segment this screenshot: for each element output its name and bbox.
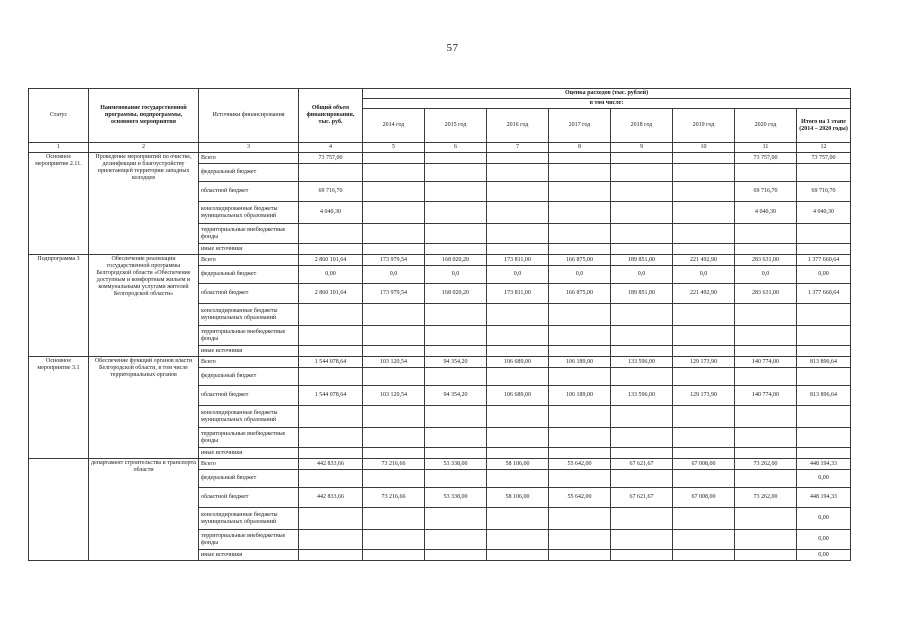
year-value-cell (425, 428, 487, 448)
year-value-cell: 166 875,00 (549, 284, 611, 304)
year-value-cell: 140 774,00 (735, 357, 797, 368)
total-cell: 4 040,30 (299, 202, 363, 224)
year-value-cell: 173 811,00 (487, 255, 549, 266)
year-value-cell (673, 182, 735, 202)
year-value-cell (363, 406, 425, 428)
budget-table (28, 88, 851, 561)
column-number: 11 (735, 143, 797, 153)
year-value-cell: 0,0 (611, 266, 673, 284)
funding-source-cell: областной бюджет (199, 488, 299, 508)
year-value-cell: 94 354,20 (425, 386, 487, 406)
year-value-cell: 0,0 (363, 266, 425, 284)
stage-total-cell (797, 164, 851, 182)
year-value-cell (611, 182, 673, 202)
funding-source-cell: федеральный бюджет (199, 470, 299, 488)
year-value-cell (549, 508, 611, 530)
year-value-cell (363, 202, 425, 224)
year-value-cell (549, 550, 611, 561)
table-row (29, 357, 851, 368)
year-value-cell (487, 406, 549, 428)
year-value-cell (673, 448, 735, 459)
year-value-cell (735, 244, 797, 255)
year-value-cell (425, 448, 487, 459)
year-value-cell: 73 216,66 (363, 459, 425, 470)
year-value-cell (611, 202, 673, 224)
stage-total-cell: 4 040,30 (797, 202, 851, 224)
year-value-cell (673, 244, 735, 255)
year-value-cell (735, 470, 797, 488)
stage-total-cell: 813 896,64 (797, 386, 851, 406)
funding-source-cell: областной бюджет (199, 284, 299, 304)
year-value-cell (735, 368, 797, 386)
total-cell: 73 757,00 (299, 153, 363, 164)
year-value-cell: 4 040,30 (735, 202, 797, 224)
column-number: 7 (487, 143, 549, 153)
stage-total-cell: 0,00 (797, 266, 851, 284)
year-value-cell (425, 368, 487, 386)
total-cell (299, 304, 363, 326)
year-value-cell: 189 851,00 (611, 284, 673, 304)
year-value-cell: 67 621,67 (611, 488, 673, 508)
year-value-cell: 103 120,54 (363, 386, 425, 406)
year-value-cell: 106 689,00 (487, 357, 549, 368)
year-value-cell (549, 368, 611, 386)
header-name: Наименование государственной программы, подпрограммы, основного мероприятия (89, 89, 199, 143)
year-value-cell (549, 202, 611, 224)
year-value-cell (487, 346, 549, 357)
total-cell: 1 544 078,64 (299, 357, 363, 368)
year-value-cell: 129 173,90 (673, 386, 735, 406)
year-value-cell (425, 406, 487, 428)
year-value-cell: 103 120,54 (363, 357, 425, 368)
year-value-cell (735, 406, 797, 428)
year-value-cell: 73 757,00 (735, 153, 797, 164)
year-value-cell (487, 244, 549, 255)
year-value-cell (611, 470, 673, 488)
year-value-cell: 283 631,00 (735, 284, 797, 304)
year-value-cell (425, 508, 487, 530)
year-value-cell: 283 631,00 (735, 255, 797, 266)
year-value-cell: 73 216,66 (363, 488, 425, 508)
total-cell (299, 530, 363, 550)
year-value-cell: 55 642,00 (549, 488, 611, 508)
year-value-cell: 0,0 (549, 266, 611, 284)
funding-source-cell: иные источники (199, 550, 299, 561)
column-number: 12 (797, 143, 851, 153)
year-value-cell (673, 164, 735, 182)
column-number: 2 (89, 143, 199, 153)
stage-total-cell (797, 368, 851, 386)
year-value-cell (673, 326, 735, 346)
stage-total-cell (797, 346, 851, 357)
year-value-cell (549, 224, 611, 244)
year-value-cell (487, 224, 549, 244)
year-value-cell: 0,0 (425, 266, 487, 284)
stage-total-cell: 448 194,33 (797, 459, 851, 470)
header-status: Статус (29, 89, 89, 143)
stage-total-cell: 1 377 660,64 (797, 284, 851, 304)
year-value-cell (735, 224, 797, 244)
year-value-cell (673, 508, 735, 530)
year-value-cell (549, 244, 611, 255)
year-value-cell: 55 642,00 (549, 459, 611, 470)
year-value-cell (611, 448, 673, 459)
year-value-cell (425, 153, 487, 164)
header-year: 2018 год (611, 109, 673, 143)
column-number: 3 (199, 143, 299, 153)
year-value-cell (611, 368, 673, 386)
stage-total-cell (797, 224, 851, 244)
column-number-row (29, 143, 851, 153)
funding-source-cell: консолидированные бюджеты муниципальных образований (199, 304, 299, 326)
stage-total-cell: 0,00 (797, 550, 851, 561)
year-value-cell (425, 164, 487, 182)
year-value-cell: 53 338,00 (425, 459, 487, 470)
year-value-cell (611, 153, 673, 164)
year-value-cell: 189 851,00 (611, 255, 673, 266)
year-value-cell (735, 304, 797, 326)
year-value-cell: 0,0 (487, 266, 549, 284)
year-value-cell (363, 346, 425, 357)
year-value-cell (363, 164, 425, 182)
year-value-cell (363, 326, 425, 346)
funding-source-cell: Всего (199, 153, 299, 164)
year-value-cell (425, 326, 487, 346)
year-value-cell (487, 153, 549, 164)
year-value-cell: 140 774,00 (735, 386, 797, 406)
total-cell: 0,00 (299, 266, 363, 284)
column-number: 8 (549, 143, 611, 153)
year-value-cell (735, 164, 797, 182)
total-cell (299, 428, 363, 448)
status-cell: Основное мероприятие 3.1 (29, 357, 89, 459)
year-value-cell: 94 354,20 (425, 357, 487, 368)
year-value-cell (611, 406, 673, 428)
stage-total-cell: 0,00 (797, 530, 851, 550)
funding-source-cell: федеральный бюджет (199, 368, 299, 386)
total-cell: 1 544 078,64 (299, 386, 363, 406)
column-number: 5 (363, 143, 425, 153)
total-cell (299, 368, 363, 386)
funding-source-cell: областной бюджет (199, 182, 299, 202)
header-total: Общий объем финансирования, тыс. руб. (299, 89, 363, 143)
year-value-cell (673, 428, 735, 448)
funding-source-cell: консолидированные бюджеты муниципальных образований (199, 202, 299, 224)
total-cell (299, 470, 363, 488)
funding-source-cell: федеральный бюджет (199, 266, 299, 284)
stage-total-cell (797, 428, 851, 448)
year-value-cell (673, 470, 735, 488)
year-value-cell: 53 338,00 (425, 488, 487, 508)
year-value-cell (487, 530, 549, 550)
total-cell (299, 224, 363, 244)
year-value-cell: 58 106,00 (487, 459, 549, 470)
year-value-cell: 67 621,67 (611, 459, 673, 470)
header-source: Источники финансирования (199, 89, 299, 143)
year-value-cell (611, 428, 673, 448)
funding-source-cell: территориальные внебюджетные фонды (199, 428, 299, 448)
year-value-cell (487, 326, 549, 346)
year-value-cell (487, 428, 549, 448)
header-estimate: Оценка расходов (тыс. рублей) (363, 89, 851, 99)
year-value-cell (611, 346, 673, 357)
year-value-cell (611, 244, 673, 255)
year-value-cell (363, 244, 425, 255)
year-value-cell (735, 428, 797, 448)
total-cell: 69 716,70 (299, 182, 363, 202)
year-value-cell (487, 182, 549, 202)
year-value-cell (611, 550, 673, 561)
year-value-cell (363, 470, 425, 488)
year-value-cell: 67 008,00 (673, 488, 735, 508)
year-value-cell: 133 596,00 (611, 357, 673, 368)
total-cell (299, 508, 363, 530)
total-cell (299, 164, 363, 182)
year-value-cell (425, 530, 487, 550)
year-value-cell: 106 189,00 (549, 386, 611, 406)
year-value-cell (549, 448, 611, 459)
year-value-cell (487, 470, 549, 488)
year-value-cell (425, 244, 487, 255)
year-value-cell (487, 508, 549, 530)
year-value-cell (611, 326, 673, 346)
year-value-cell (549, 428, 611, 448)
year-value-cell (363, 182, 425, 202)
status-cell: Основное мероприятие 2.11. (29, 153, 89, 255)
column-number: 6 (425, 143, 487, 153)
year-value-cell (673, 550, 735, 561)
stage-total-cell (797, 448, 851, 459)
funding-source-cell: иные источники (199, 448, 299, 459)
year-value-cell: 58 106,00 (487, 488, 549, 508)
total-cell: 442 833,66 (299, 459, 363, 470)
year-value-cell (363, 508, 425, 530)
total-cell: 2 860 101,64 (299, 284, 363, 304)
header-year: 2017 год (549, 109, 611, 143)
year-value-cell (611, 224, 673, 244)
year-value-cell (611, 530, 673, 550)
year-value-cell (363, 304, 425, 326)
table-row (29, 255, 851, 266)
year-value-cell (611, 164, 673, 182)
year-value-cell (549, 304, 611, 326)
year-value-cell (735, 550, 797, 561)
total-cell: 442 833,66 (299, 488, 363, 508)
year-value-cell (425, 304, 487, 326)
table-row (29, 459, 851, 470)
program-name-cell: департамент строительства и транспорта области (89, 459, 199, 561)
stage-total-cell: 0,00 (797, 470, 851, 488)
year-value-cell (673, 304, 735, 326)
year-value-cell: 168 020,20 (425, 255, 487, 266)
year-value-cell (363, 530, 425, 550)
stage-total-cell: 1 377 660,64 (797, 255, 851, 266)
year-value-cell: 106 689,00 (487, 386, 549, 406)
header-year: 2020 год (735, 109, 797, 143)
column-number: 10 (673, 143, 735, 153)
year-value-cell (487, 304, 549, 326)
year-value-cell (611, 304, 673, 326)
total-cell (299, 244, 363, 255)
program-name-cell: Обеспечение реализации государственной программы Белгородской области «Обеспечение доступным и комфортным жильем и коммунальными услугами жителей Белгородской области» (89, 255, 199, 357)
year-value-cell: 0,0 (735, 266, 797, 284)
year-value-cell (425, 470, 487, 488)
year-value-cell: 0,0 (673, 266, 735, 284)
year-value-cell (673, 368, 735, 386)
year-value-cell (549, 182, 611, 202)
year-value-cell (363, 428, 425, 448)
program-name-cell: Проведение мероприятий по очистке, дезинфекции и благоустройству прилегающей территории западных колодцев (89, 153, 199, 255)
stage-total-cell: 448 194,33 (797, 488, 851, 508)
year-value-cell: 221 492,90 (673, 284, 735, 304)
year-value-cell (549, 153, 611, 164)
year-value-cell (735, 346, 797, 357)
year-value-cell (549, 406, 611, 428)
program-name-cell: Обеспечение функций органов власти Белгородской области, в том числе территориальных органов (89, 357, 199, 459)
year-value-cell (425, 224, 487, 244)
year-value-cell: 173 979,54 (363, 255, 425, 266)
page-number: 57 (446, 42, 459, 54)
total-cell (299, 550, 363, 561)
status-cell: Подпрограмма 3 (29, 255, 89, 357)
year-value-cell (363, 224, 425, 244)
funding-source-cell: консолидированные бюджеты муниципальных образований (199, 406, 299, 428)
year-value-cell (487, 550, 549, 561)
header-year: 2016 год (487, 109, 549, 143)
year-value-cell (673, 406, 735, 428)
year-value-cell: 69 716,70 (735, 182, 797, 202)
funding-source-cell: иные источники (199, 244, 299, 255)
year-value-cell (425, 550, 487, 561)
year-value-cell (487, 202, 549, 224)
stage-total-cell (797, 326, 851, 346)
total-cell (299, 448, 363, 459)
stage-total-cell: 0,00 (797, 508, 851, 530)
funding-source-cell: Всего (199, 255, 299, 266)
stage-total-cell: 813 896,64 (797, 357, 851, 368)
year-value-cell (673, 224, 735, 244)
year-value-cell (673, 153, 735, 164)
year-value-cell (425, 202, 487, 224)
year-value-cell (611, 508, 673, 530)
year-value-cell (735, 326, 797, 346)
funding-source-cell: областной бюджет (199, 386, 299, 406)
year-value-cell (363, 550, 425, 561)
stage-total-cell (797, 304, 851, 326)
column-number: 1 (29, 143, 89, 153)
column-number: 4 (299, 143, 363, 153)
year-value-cell: 173 811,00 (487, 284, 549, 304)
year-value-cell (487, 368, 549, 386)
year-value-cell (487, 164, 549, 182)
year-value-cell: 166 875,00 (549, 255, 611, 266)
year-value-cell (735, 508, 797, 530)
year-value-cell (549, 470, 611, 488)
table-row (29, 153, 851, 164)
funding-source-cell: федеральный бюджет (199, 164, 299, 182)
funding-source-cell: иные источники (199, 346, 299, 357)
funding-source-cell: Всего (199, 357, 299, 368)
year-value-cell: 73 262,00 (735, 488, 797, 508)
year-value-cell: 221 492,90 (673, 255, 735, 266)
year-value-cell (673, 346, 735, 357)
stage-total-cell: 69 716,70 (797, 182, 851, 202)
year-value-cell (487, 448, 549, 459)
year-value-cell (363, 153, 425, 164)
year-value-cell (673, 530, 735, 550)
header-year: 2014 год (363, 109, 425, 143)
stage-total-cell (797, 406, 851, 428)
year-value-cell (673, 202, 735, 224)
column-number: 9 (611, 143, 673, 153)
funding-source-cell: территориальные внебюджетные фонды (199, 224, 299, 244)
total-cell (299, 346, 363, 357)
year-value-cell: 129 173,90 (673, 357, 735, 368)
stage-total-cell (797, 244, 851, 255)
year-value-cell (425, 346, 487, 357)
total-cell: 2 860 101,64 (299, 255, 363, 266)
total-cell (299, 326, 363, 346)
year-value-cell: 133 596,00 (611, 386, 673, 406)
year-value-cell (363, 368, 425, 386)
header-stage-total: Итого на 1 этапе (2014 – 2020 годы) (797, 109, 851, 143)
stage-total-cell: 73 757,00 (797, 153, 851, 164)
year-value-cell (549, 346, 611, 357)
year-value-cell (735, 530, 797, 550)
funding-source-cell: территориальные внебюджетные фонды (199, 530, 299, 550)
year-value-cell (735, 448, 797, 459)
year-value-cell (549, 164, 611, 182)
year-value-cell (549, 326, 611, 346)
status-cell (29, 459, 89, 561)
header-year: 2015 год (425, 109, 487, 143)
year-value-cell: 73 262,00 (735, 459, 797, 470)
year-value-cell: 173 979,54 (363, 284, 425, 304)
year-value-cell: 168 020,20 (425, 284, 487, 304)
header-year: 2019 год (673, 109, 735, 143)
header-including: в том числе: (363, 99, 851, 109)
year-value-cell (363, 448, 425, 459)
funding-source-cell: Всего (199, 459, 299, 470)
table-body (29, 153, 851, 561)
total-cell (299, 406, 363, 428)
year-value-cell (549, 530, 611, 550)
funding-source-cell: территориальные внебюджетные фонды (199, 326, 299, 346)
funding-source-cell: консолидированные бюджеты муниципальных образований (199, 508, 299, 530)
year-value-cell: 67 008,00 (673, 459, 735, 470)
year-value-cell (425, 182, 487, 202)
year-value-cell: 106 189,00 (549, 357, 611, 368)
